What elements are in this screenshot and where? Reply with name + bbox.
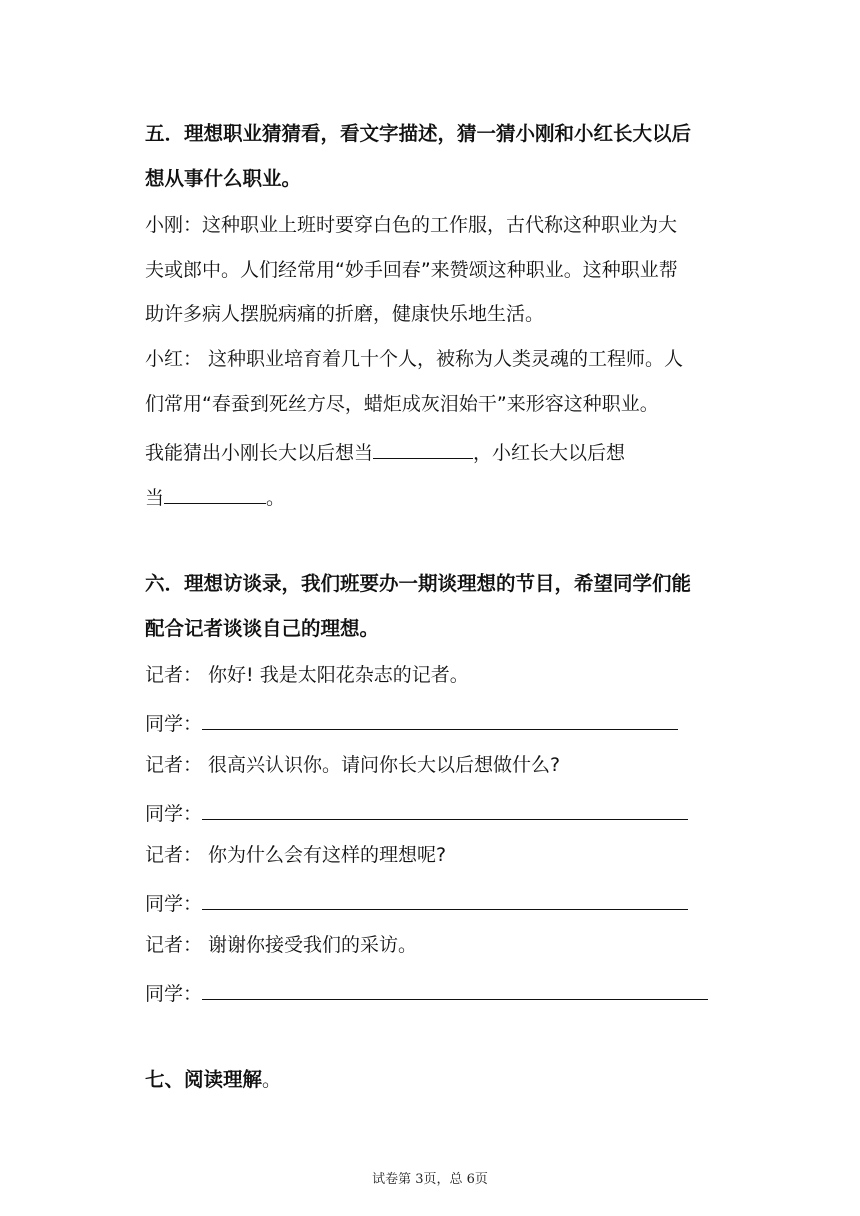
- answer-line2-prefix: 当: [145, 487, 165, 509]
- xiaogang-answer-blank[interactable]: [373, 437, 473, 459]
- reporter-line-1: 记者： 你好! 我是太阳花杂志的记者。: [145, 664, 469, 686]
- reporter-line-4: 记者： 谢谢你接受我们的采访。: [145, 934, 418, 956]
- student-label: 同学：: [145, 803, 203, 825]
- student-line-4: [145, 978, 708, 1006]
- section5-title-line1: 五．理想职业猜猜看，看文字描述，猜一猜小刚和小红长大以后: [145, 122, 692, 145]
- xiaogang-text-line2: 夫或郎中。人们经常用“妙手回春”来赞颂这种职业。这种职业帮: [145, 259, 678, 281]
- xiaogang-text-line1: 小刚：这种职业上班时要穿白色的工作服，古代称这种职业为大: [145, 214, 678, 236]
- student-answer-blank-1[interactable]: [202, 708, 678, 730]
- student-line-3: [145, 888, 688, 916]
- section7-title: [145, 1068, 281, 1092]
- student-answer-blank-3[interactable]: [202, 888, 688, 910]
- section7-title-end: 。: [262, 1069, 282, 1091]
- xiaogang-text-line3: 助许多病人摆脱病痛的折磨，健康快乐地生活。: [145, 303, 545, 325]
- xiaohong-text-line1: 小红： 这种职业培育着几十个人，被称为人类灵魂的工程师。人: [145, 348, 684, 370]
- section7-title-text: 七、阅读理解: [145, 1068, 263, 1091]
- section5-title-line2: 想从事什么职业。: [145, 167, 302, 190]
- xiaohong-answer-blank[interactable]: [164, 482, 266, 504]
- answer-prefix: 我能猜出小刚长大以后想当: [145, 442, 374, 464]
- student-line-1: [145, 708, 678, 736]
- student-label: 同学：: [145, 713, 203, 735]
- answer-middle: ，小红长大以后想: [473, 442, 626, 464]
- student-line-2: [145, 798, 688, 826]
- student-answer-blank-2[interactable]: [202, 798, 688, 820]
- page-footer: 试卷第 3页，总 6页: [372, 1172, 488, 1187]
- reporter-line-3: 记者： 你为什么会有这样的理想呢?: [145, 844, 447, 866]
- section6-title-line2: 配合记者谈谈自己的理想。: [145, 617, 380, 640]
- section6-title-line1: 六．理想访谈录，我们班要办一期谈理想的节目，希望同学们能: [145, 572, 692, 595]
- student-label: 同学：: [145, 983, 203, 1005]
- xiaohong-text-line2: 们常用“春蚕到死丝方尽，蜡炬成灰泪始干”来形容这种职业。: [145, 393, 659, 415]
- answer-line2: [145, 482, 285, 510]
- answer-line1: [145, 437, 625, 465]
- student-label: 同学：: [145, 893, 203, 915]
- answer-end: 。: [266, 487, 286, 509]
- student-answer-blank-4[interactable]: [202, 978, 708, 1000]
- reporter-line-2: 记者： 很高兴认识你。请问你长大以后想做什么?: [145, 754, 561, 776]
